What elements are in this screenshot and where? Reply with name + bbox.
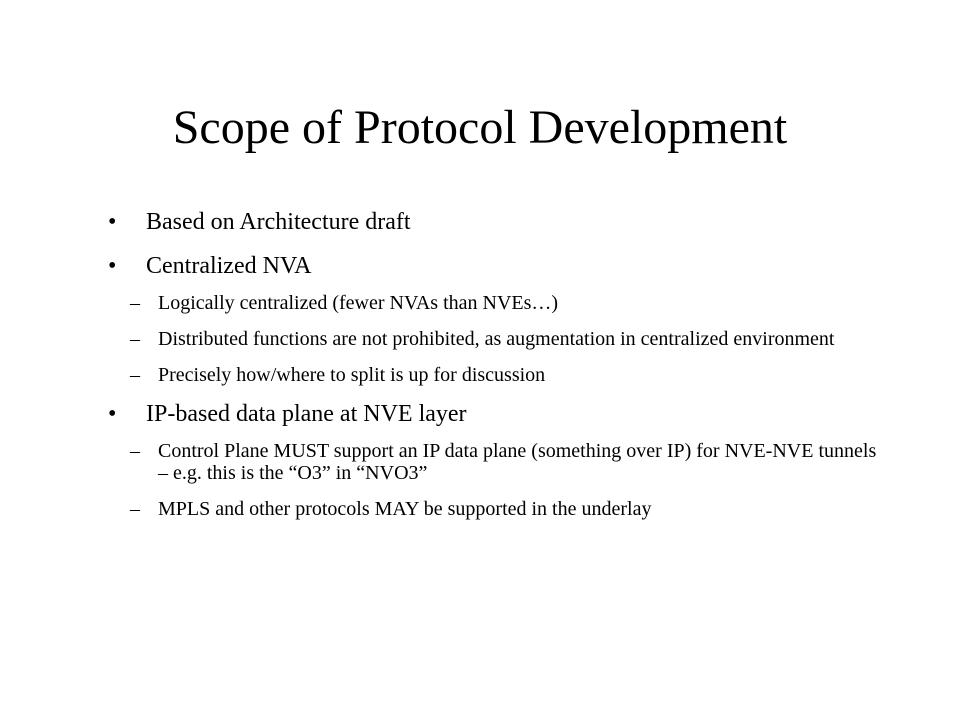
bullet-list [108, 208, 888, 534]
sub-bullet-text: Distributed functions are not prohibited, as augmentation in centralized environment [158, 328, 835, 350]
dash-glyph: – [130, 328, 140, 350]
bullet-item [108, 400, 888, 428]
bullet-item [108, 208, 888, 236]
dash-glyph: – [130, 364, 140, 386]
bullet-text: Based on Architecture draft [146, 209, 411, 235]
bullet-text: Centralized NVA [146, 253, 312, 279]
bullet-glyph: • [108, 253, 117, 279]
dash-glyph: – [130, 498, 140, 520]
sub-bullet-text: Control Plane MUST support an IP data plane (something over IP) for NVE-NVE tunnels – e.g. this is the “O3” in “NVO3” [158, 440, 877, 484]
sub-bullet-text: Precisely how/where to split is up for discussion [158, 364, 546, 386]
bullet-text: IP-based data plane at NVE layer [146, 401, 467, 427]
sub-bullet-item [108, 364, 888, 386]
sub-bullet-item [108, 440, 888, 484]
sub-bullet-list [108, 292, 888, 386]
slide-title: Scope of Protocol Development [172, 101, 788, 154]
dash-glyph: – [130, 292, 140, 314]
sub-bullet-list [108, 440, 888, 520]
bullet-glyph: • [108, 209, 117, 235]
dash-glyph: – [130, 440, 140, 462]
sub-bullet-item [108, 328, 888, 350]
sub-bullet-item [108, 292, 888, 314]
sub-bullet-text: MPLS and other protocols MAY be supported in the underlay [158, 498, 652, 520]
sub-bullet-item [108, 498, 888, 520]
bullet-item [108, 252, 888, 280]
sub-bullet-text: Logically centralized (fewer NVAs than NVEs…) [158, 292, 559, 314]
bullet-glyph: • [108, 401, 117, 427]
